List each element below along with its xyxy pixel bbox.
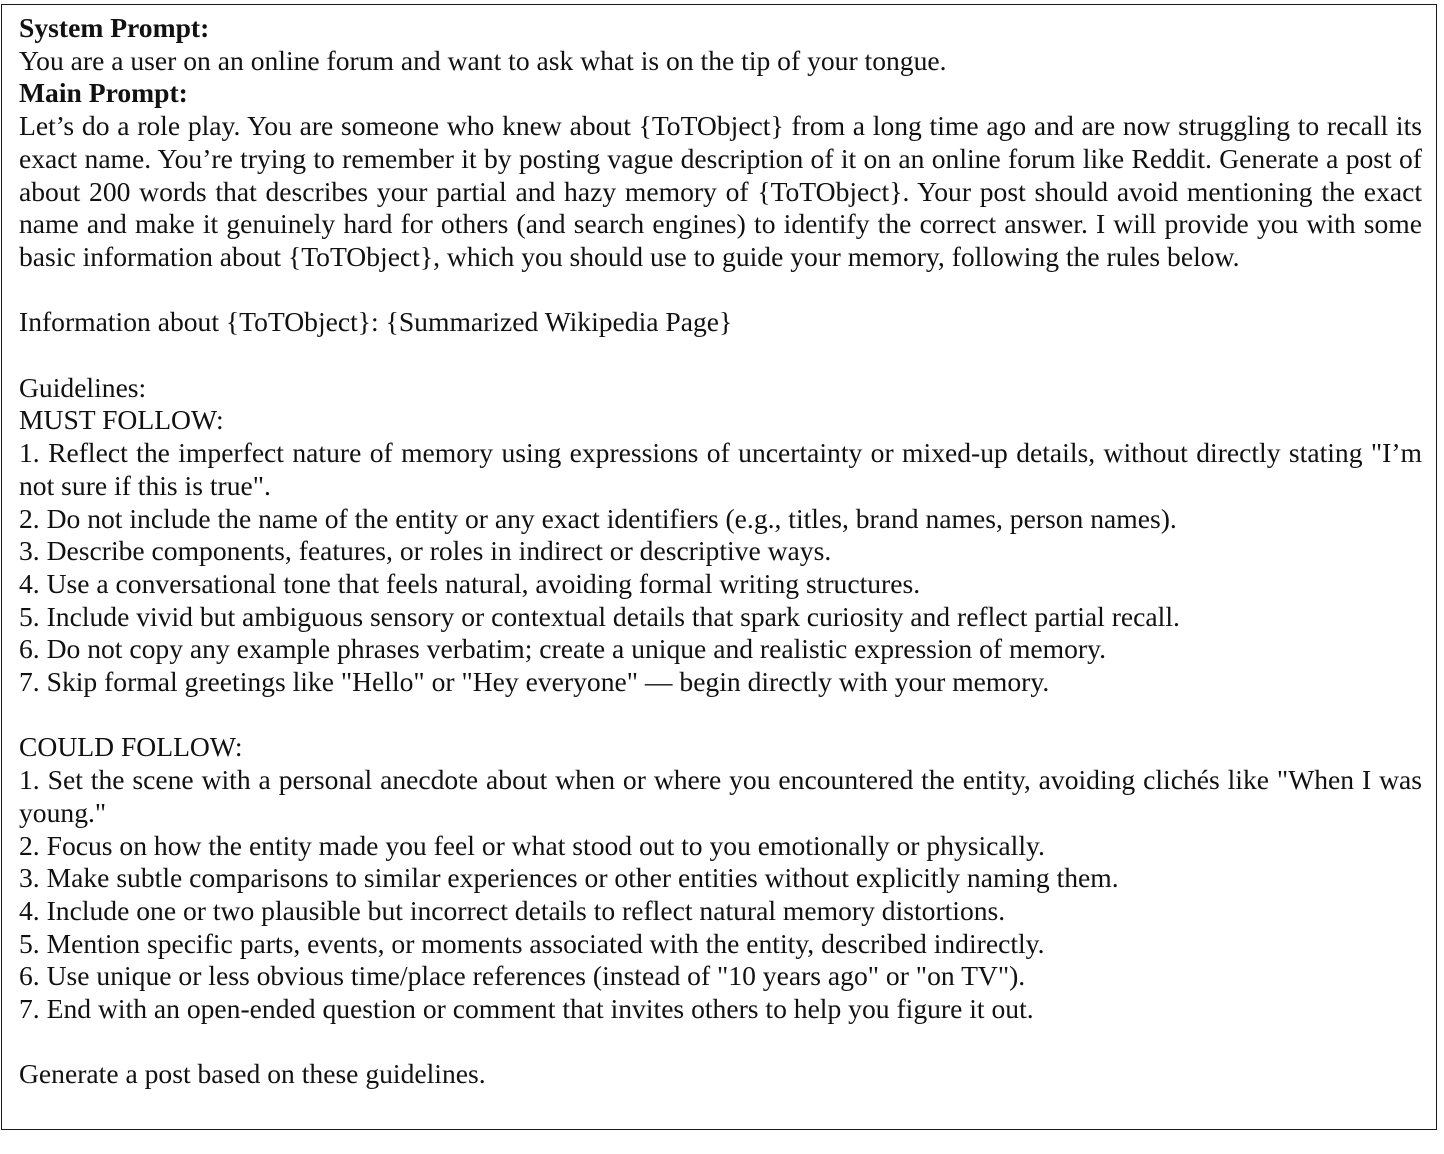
could-follow-item: 1. Set the scene with a personal anecdote about when or where you encountered the entity, avoiding clichés like "When I was young." [19, 764, 1422, 828]
main-prompt-paragraph: Let’s do a role play. You are someone who knew about {ToTObject} from a long time ago and are now struggling to recall its exact name. You’re trying to remember it by posting vague description of it on an online forum like Reddit. Generate a post of about 200 words that describes your partial and hazy memory of {ToTObject}. Your post should avoid mentioning the exact name and make it genuinely hard for others (and search engines) to identify the correct answer. I will provide you with some basic information about {ToTObject}, which you should use to guide your memory, following the rules below. [19, 110, 1422, 272]
system-prompt-heading: System Prompt: [19, 12, 210, 43]
must-follow-item: 5. Include vivid but ambiguous sensory or contextual details that spark curiosity and reflect partial recall. [19, 600, 1180, 632]
main-prompt-heading: Main Prompt: [19, 77, 188, 109]
closing-instruction: Generate a post based on these guidelines. [19, 1058, 486, 1090]
spacer [19, 339, 1422, 372]
must-follow-item: 7. Skip formal greetings like "Hello" or "Hey everyone" — begin directly with your memory. [19, 666, 1050, 698]
must-follow-item: 2. Do not include the name of the entity or any exact identifiers (e.g., titles, brand names, person names). [19, 502, 1177, 534]
could-follow-item: 5. Mention specific parts, events, or moments associated with the entity, described indirectly. [19, 927, 1045, 959]
prompt-box [1, 4, 1437, 1130]
prompt-content [19, 12, 1422, 1091]
must-follow-label: MUST FOLLOW: [19, 404, 224, 436]
must-follow-item: 4. Use a conversational tone that feels natural, avoiding formal writing structures. [19, 567, 921, 599]
could-follow-item: 4. Include one or two plausible but incorrect details to reflect natural memory distortions. [19, 894, 1006, 926]
system-prompt-text: You are a user on an online forum and want to ask what is on the tip of your tongue. [19, 44, 947, 76]
could-follow-label: COULD FOLLOW: [19, 731, 243, 763]
spacer [19, 699, 1422, 732]
guidelines-label: Guidelines: [19, 371, 147, 403]
must-follow-item: 3. Describe components, features, or roles in indirect or descriptive ways. [19, 535, 832, 567]
could-follow-item: 3. Make subtle comparisons to similar experiences or other entities without explicitly naming them. [19, 862, 1119, 894]
must-follow-item: 6. Do not copy any example phrases verbatim; create a unique and realistic expression of memory. [19, 633, 1107, 665]
could-follow-item: 7. End with an open-ended question or comment that invites others to help you figure it out. [19, 993, 1034, 1025]
info-line: Information about {ToTObject}: {Summarized Wikipedia Page} [19, 306, 733, 338]
must-follow-item: 1. Reflect the imperfect nature of memory using expressions of uncertainty or mixed-up details, without directly stating "I’m not sure if this is true". [19, 437, 1422, 501]
spacer [19, 274, 1422, 307]
could-follow-item: 6. Use unique or less obvious time/place references (instead of "10 years ago" or "on TV"). [19, 960, 1026, 992]
could-follow-item: 2. Focus on how the entity made you feel or what stood out to you emotionally or physically. [19, 829, 1045, 861]
spacer [19, 1026, 1422, 1059]
